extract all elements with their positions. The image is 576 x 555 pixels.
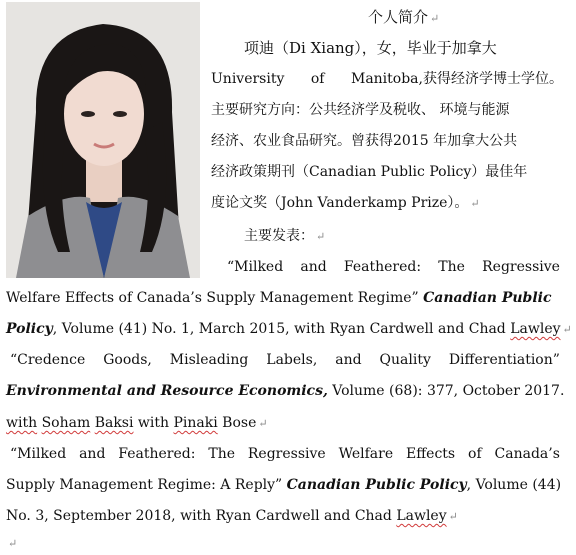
publications-heading: 主要发表： ↵: [244, 228, 326, 244]
paragraph-mark-icon: ↵: [448, 510, 458, 523]
pub3-line-2: Supply Management Regime: A Reply” Canadian Public Policy, Volume (44): [6, 477, 562, 493]
bio-line-6: 度论文奖（John Vanderkamp Prize）。 ↵: [211, 195, 480, 211]
bio-line-1: 项迪（Di Xiang），女，毕业于加拿大: [244, 39, 497, 57]
paragraph-mark-icon: ↵: [316, 230, 326, 243]
pub2-line-2: Environmental and Resource Economics, Volume (68): 377, October 2017.: [6, 383, 565, 399]
bio-line-4: 经济、农业食品研究。曾获得2015 年加拿大公共: [211, 133, 518, 149]
empty-paragraph: [6, 532, 17, 554]
bio-line-5: 经济政策期刊（Canadian Public Policy）最佳年: [211, 164, 528, 180]
paragraph-mark-icon: ↵: [8, 537, 18, 550]
paragraph-mark-icon: ↵: [430, 12, 440, 25]
pub1-line-2: Welfare Effects of Canada’s Supply Management Regime” Canadian Public: [6, 290, 552, 306]
pub1-line-3: Policy, Volume (41) No. 1, March 2015, with Ryan Cardwell and Chad Lawley ↵: [6, 321, 572, 337]
paragraph-mark-icon: ↵: [258, 417, 268, 430]
bio-line-3: 主要研究方向：公共经济学及税收、 环境与能源: [211, 102, 510, 118]
portrait-photo: [6, 2, 200, 278]
paragraph-mark-icon: ↵: [562, 323, 572, 336]
pub2-line-1: “Credence Goods, Misleading Labels, and Quality Differentiation”: [10, 352, 560, 368]
pub2-line-3: with Soham Baksi with Pinaki Bose ↵: [6, 415, 268, 431]
pub1-line-1: “Milked and Feathered: The Regressive: [227, 259, 560, 275]
pub3-line-1: “Milked and Feathered: The Regressive Welfare Effects of Canada’s: [10, 446, 560, 462]
page-title: 个人简介 ↵: [368, 8, 440, 26]
paragraph-mark-icon: ↵: [470, 197, 480, 210]
bio-line-2: University of Manitoba,获得经济学博士学位。: [211, 71, 563, 87]
pub3-line-3: No. 3, September 2018, with Ryan Cardwell and Chad Lawley ↵: [6, 508, 458, 524]
